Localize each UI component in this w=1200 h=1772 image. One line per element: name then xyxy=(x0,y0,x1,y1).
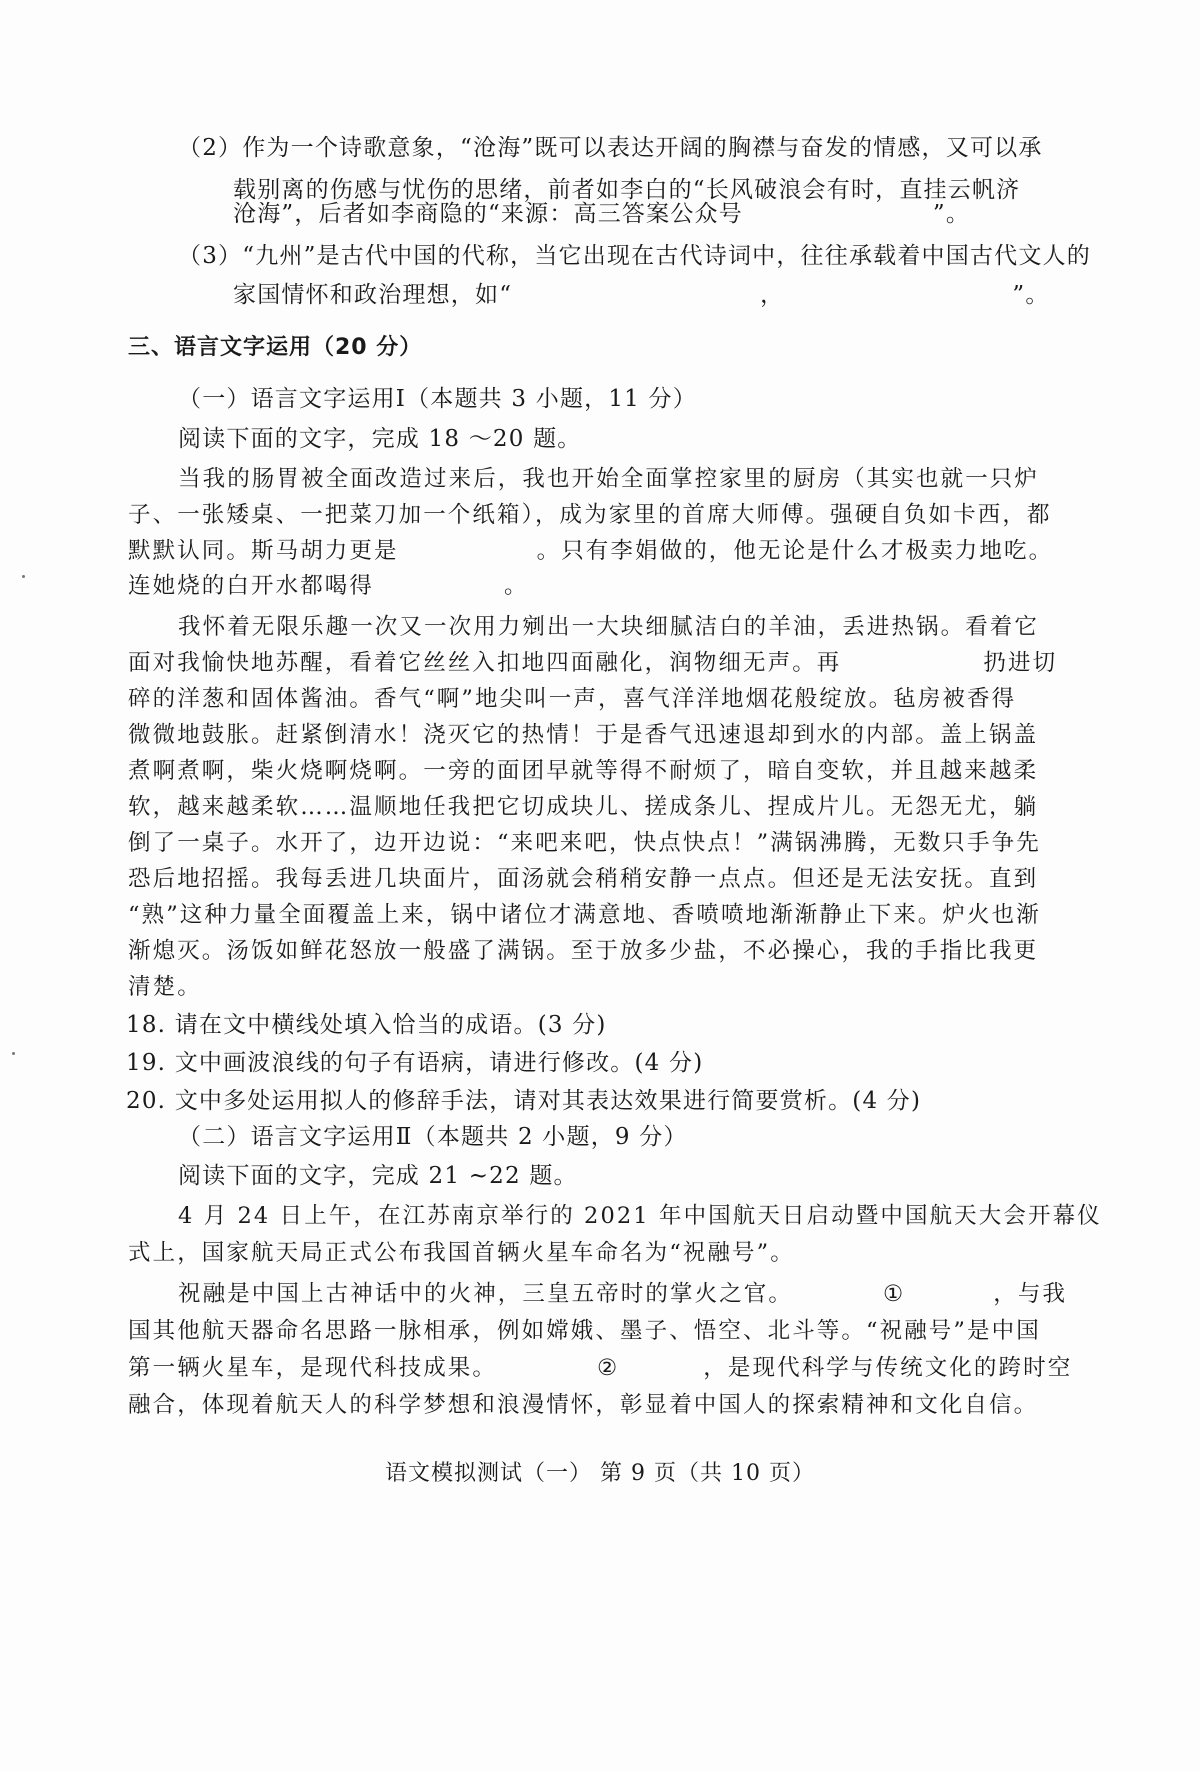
part-2-instruction: 阅读下面的文字，完成 21 ~22 题。 xyxy=(178,1163,578,1189)
question-3-comma: ， xyxy=(760,282,785,308)
passage-1-text: 连她烧的白开水都喝得 xyxy=(128,573,375,599)
passage-1-line: 当我的肠胃被全面改造过来后，我也开始全面掌控家里的厨房（其实也就一只炉 xyxy=(178,466,1040,492)
part-1-instruction: 阅读下面的文字，完成 18 ～20 题。 xyxy=(178,426,582,452)
passage-2-line: “熟”这种力量全面覆盖上来，锅中诸位才满意地、香喷喷地渐渐静止下来。炉火也渐 xyxy=(128,902,1041,928)
question-2-line-3-end: ”。 xyxy=(932,201,971,227)
passage-1-line xyxy=(128,575,529,598)
passage-2-line: 清楚。 xyxy=(128,974,202,1000)
question-2-line-2: 载别离的伤感与忧伤的思绪，前者如李白的“长风破浪会有时，直挂云帆济 xyxy=(233,177,1021,203)
question-3-line-1: （3）“九州”是古代中国的代称，当它出现在古代诗词中，往往承载着中国古代文人的 xyxy=(178,243,1091,269)
passage-2-line: 我怀着无限乐趣一次又一次用力剜出一大块细腻洁白的羊油，丢进热锅。看着它 xyxy=(178,614,1040,640)
question-3-line-2 xyxy=(233,284,1050,307)
passage-4-text: ，是现代科学与传统文化的跨时空 xyxy=(703,1355,1073,1381)
passage-2-line: 煮啊煮啊，柴火烧啊烧啊。一旁的面团早就等得不耐烦了，暗自变软，并且越来越柔 xyxy=(128,758,1039,784)
question-3-line-2-text: 家国情怀和政治理想，如“ xyxy=(233,282,513,308)
passage-2-line: 软，越来越柔软……温顺地任我把它切成块儿、搓成条儿、捏成片儿。无怨无尤，躺 xyxy=(128,794,1039,820)
section-3-heading: 三、语言文字运用（20 分） xyxy=(128,335,423,360)
passage-2-line xyxy=(128,652,1057,675)
passage-2-line: 恐后地招摇。我每丢进几块面片，面汤就会稍稍安静一点点。但还是无法安抚。直到 xyxy=(128,866,1039,892)
passage-4-text: ，与我 xyxy=(993,1281,1068,1307)
passage-4-text: 第一辆火星车，是现代科技成果。 xyxy=(128,1355,498,1381)
scan-speck xyxy=(12,1052,15,1055)
passage-4-text: 祝融是中国上古神话中的火神，三皇五帝时的掌火之官。 xyxy=(178,1281,794,1307)
passage-2-text: 扔进切 xyxy=(983,650,1058,676)
passage-2-line: 倒了一桌子。水开了，边开边说：“来吧来吧，快点快点！”满锅沸腾，无数只手争先 xyxy=(128,830,1041,856)
passage-3-line: 式上，国家航天局正式公布我国首辆火星车命名为“祝融号”。 xyxy=(128,1240,795,1266)
passage-4-line xyxy=(178,1283,1067,1306)
question-20: 20. 文中多处运用拟人的修辞手法，请对其表达效果进行简要赏析。(4 分) xyxy=(126,1088,922,1114)
passage-2-line: 渐熄灭。汤饭如鲜花怒放一般盛了满锅。至于放多少盐，不必操心，我的手指比我更 xyxy=(128,938,1039,964)
passage-1-text: 默默认同。斯马胡力更是 xyxy=(128,538,399,564)
question-2-line-3 xyxy=(233,203,970,226)
question-2-line-3-text: 沧海”，后者如李商隐的“来源：高三答案公众号 xyxy=(233,201,743,227)
passage-1-line: 子、一张矮桌、一把菜刀加一个纸箱），成为家里的首席大师傅。强硬自负如卡西，都 xyxy=(128,502,1052,528)
passage-1-line xyxy=(128,540,1053,563)
passage-4-line xyxy=(128,1357,1072,1380)
passage-1-text: 。 xyxy=(504,573,529,599)
passage-1-text: 。只有李娟做的，他无论是什么才极卖力地吃。 xyxy=(536,538,1054,564)
blank-marker-2: ② xyxy=(597,1355,620,1381)
question-18: 18. 请在文中横线处填入恰当的成语。(3 分) xyxy=(126,1012,607,1038)
question-3-line-2-end: ”。 xyxy=(1012,282,1050,308)
passage-4-line: 融合，体现着航天人的科学梦想和浪漫情怀，彰显着中国人的探索精神和文化自信。 xyxy=(128,1392,1039,1418)
passage-3-line: 4 月 24 日上午，在江苏南京举行的 2021 年中国航天日启动暨中国航天大会开幕仪 xyxy=(178,1203,1102,1229)
blank-marker-1: ① xyxy=(883,1281,906,1307)
part-1-heading: （一）语言文字运用Ⅰ（本题共 3 小题，11 分） xyxy=(178,386,697,412)
passage-2-text: 面对我愉快地苏醒，看着它丝丝入扣地四面融化，润物细无声。再 xyxy=(128,650,842,676)
question-19: 19. 文中画波浪线的句子有语病，请进行修改。(4 分) xyxy=(126,1050,704,1076)
passage-2-line: 微微地鼓胀。赶紧倒清水！浇灭它的热情！于是香气迅速退却到水的内部。盖上锅盖 xyxy=(128,722,1039,748)
part-2-heading: （二）语言文字运用Ⅱ（本题共 2 小题，9 分） xyxy=(178,1124,688,1150)
passage-4-line: 国其他航天器命名思路一脉相承，例如嫦娥、墨子、悟空、北斗等。“祝融号”是中国 xyxy=(128,1318,1041,1344)
question-2-line-1: （2）作为一个诗歌意象，“沧海”既可以表达开阔的胸襟与奋发的情感，又可以承 xyxy=(178,135,1043,161)
page-footer: 语文模拟测试（一） 第 9 页（共 10 页） xyxy=(385,1461,815,1486)
scan-speck xyxy=(22,575,25,578)
passage-2-line: 碎的洋葱和固体酱油。香气“啊”地尖叫一声，喜气洋洋地烟花般绽放。毡房被香得 xyxy=(128,686,1017,712)
